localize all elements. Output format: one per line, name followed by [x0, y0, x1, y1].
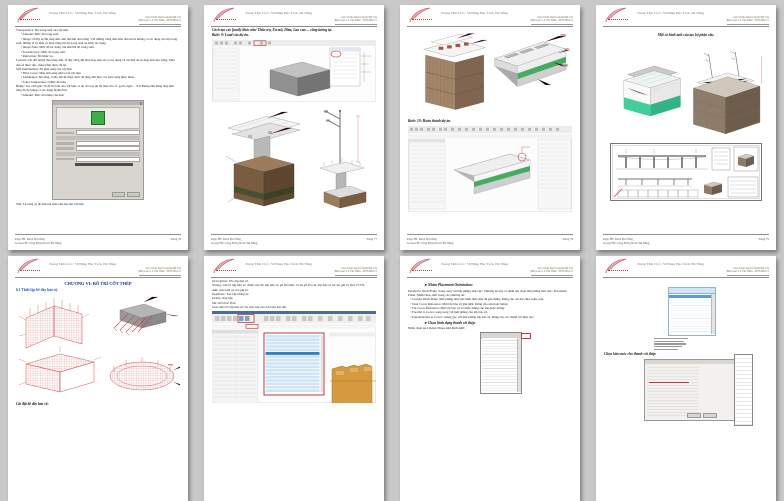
header-center-text: Trung Tâm CLC: 50 Đặng Hạc Trch, Đà Nẵng — [637, 262, 705, 266]
scrollbar — [517, 338, 521, 392]
placement-orientation-heading: ➤ Nhóm Placement Orientation: — [424, 283, 473, 287]
text-line: • Image Fade: Mức độ tác dụng của ảnh lên độ trong suốt. — [16, 45, 95, 50]
page-header — [407, 260, 573, 278]
page-header — [211, 9, 377, 27]
text-line: • Amount: Mức độ bump của ảnh. — [16, 92, 65, 97]
pdf-page-76[interactable] — [8, 5, 188, 250]
red-underline-mark — [649, 382, 689, 383]
shape-list-rows — [482, 338, 517, 392]
pier-soil-render — [684, 44, 766, 138]
page-content — [408, 279, 572, 484]
text-line: • Amount: Mức độ trong suốt. — [16, 32, 60, 37]
fine-print-lines — [654, 338, 768, 350]
abutment-render — [418, 28, 491, 116]
rebar-cover-settings-screenshot — [212, 311, 376, 403]
pdf-page-hook-selection[interactable] — [596, 256, 776, 501]
page-header — [407, 9, 573, 27]
pdf-page-placement-orientation[interactable] — [400, 256, 580, 501]
pdf-page-rebar-chapter[interactable] — [8, 256, 188, 501]
text-line: Delete: Xóa lớp. — [212, 296, 234, 301]
section-heading: 6.1 Thiết lập bề dày bảo vệ. — [16, 288, 58, 292]
page-footer: Page FB: Revit Đà Nẵng Group FB: Cộng Đồng Revit Đà Nẵng Trang 79 — [603, 234, 769, 245]
rebar-shape-dropdown-screenshot — [480, 332, 522, 394]
header-center-text: Trung Tâm CLC: 50 Đặng Hạc Trch, Đà Nẵng — [441, 11, 509, 15]
green-cube-swatch — [91, 111, 105, 125]
page-header — [603, 260, 769, 278]
selected-cover-row — [266, 352, 320, 355]
page-header — [603, 9, 769, 27]
pdf-page-79[interactable] — [596, 5, 776, 250]
text-line: Self Illumination: Tự phát sáng của vật liệu: — [16, 66, 73, 71]
step9-heading: Bước 9: Load vào dự án. — [212, 32, 249, 37]
cover-commands-text — [212, 279, 376, 309]
text-line: Parallel to Work Plane: Song song với mặt phẳng làm việc. Phương án này có thêm lựa chọn mặt phẳng làm việc: Placement Plane. Nhấn chọn, một trong các phương án: — [408, 288, 568, 298]
text-line: • Color Temperature: Nhiệt độ màu. — [16, 79, 67, 84]
type-properties-screenshot — [644, 359, 738, 421]
logo-x: X — [409, 269, 432, 274]
rebar-shape-table — [734, 354, 753, 426]
page-content — [16, 279, 180, 484]
dark-slider-bar — [75, 163, 133, 166]
dialog-buttons — [112, 192, 140, 198]
text-line: Add: Gán mới và cho giá trị. — [212, 287, 249, 292]
family-heading: Cách tạo các family khác như Thân trụ, Xà mũ, Dầm, Lan can… cũng tương tự. — [212, 28, 333, 32]
page-content — [604, 279, 768, 484]
page-footer: Page FB: Revit Đà Nẵng Group FB: Cộng Đồng Revit Đà Nẵng Trang 78 — [407, 234, 573, 245]
text-line: Description: Tên lớp bảo vệ. — [212, 279, 249, 283]
page-number: Trang 76 — [170, 237, 181, 242]
page-number: Trang 79 — [758, 237, 769, 242]
page-header — [15, 9, 181, 27]
header-right-text: Giáo Trình: Revit Chuyên Đề Cầu Biên soạn: Lê Văn Thêm - 0978.498.151 — [727, 16, 769, 25]
rebar-wireframe-figures — [16, 294, 180, 400]
pdf-page-78[interactable] — [400, 5, 580, 250]
hook-caption: Chọn kiểu móc cho thanh cốt thép: — [604, 352, 657, 357]
text-line: • Luminance: Độ sáng, ở đây liệt kê được mức độ tăng dần theo các kiểu sáng khác nhau. — [16, 75, 135, 80]
material-properties-text — [16, 28, 180, 97]
page-content — [212, 279, 376, 484]
header-right-text: Giáo Trình: Revit Chuyên Đề Cầu Biên soạn: Lê Văn Thêm - 0978.498.151 — [531, 16, 573, 25]
dialog-titlebar — [669, 288, 715, 294]
pier-cap-render — [224, 106, 304, 214]
rebar-shape-browser-screenshot — [668, 287, 716, 336]
property-rows — [647, 365, 699, 418]
page-footer: Page FB: Revit Đà Nẵng Group FB: Cộng Đồng Revit Đà Nẵng Trang 77 — [211, 234, 377, 245]
header-right-text: Giáo Trình: Revit Chuyên Đề Cầu Biên soạn: Lê Văn Thêm - 0978.498.151 — [531, 267, 573, 276]
header-center-text: Trung Tâm CLC: 50 Đặng Hạc Trch, Đà Nẵng — [637, 11, 705, 15]
page-content — [16, 28, 180, 233]
header-right-text: Giáo Trình: Revit Chuyên Đề Cầu Biên soạn: Lê Văn Thêm - 0978.498.151 — [335, 16, 377, 25]
text-line: • Perpendicular to Cover: vuông góc với mặt phẳng lớp bảo vệ. Dùng cho các thanh cốt thép dọc. — [408, 314, 535, 319]
page-header — [211, 260, 377, 278]
logo-x: X — [409, 18, 432, 23]
text-line: Giao diện 05 lớp bảo vệ cho một mặt cầu mô hình bôi sẵn: — [212, 304, 288, 309]
page-content — [408, 28, 572, 233]
logo-x: X — [17, 269, 40, 274]
text-line: • Image: Ở đây sẽ đặt map ảnh, nên đặt ảnh đen trắng. Với những vùng ảnh màu đen thì sẽ không có tác dụng của độ trong suốt, những vị trí màu có màu trắng thì độ trong suốt sẽ được tác dụng. — [16, 36, 178, 45]
cover-settings-caption: Cài đặt bề dày bảo vệ: — [16, 402, 49, 406]
dialog-titlebar — [645, 360, 737, 364]
dialog-titlebar — [53, 101, 143, 105]
light-pole-render — [306, 106, 368, 214]
text-line: • Far Cover Reference: Mặt lớp bảo vệ xa nhất. Dùng cho sàn hoặc tường. — [408, 306, 505, 311]
logo-x: X — [605, 18, 628, 23]
logo-x: X — [213, 18, 236, 23]
text-line: Setting: Giá trị lớp bảo vệ. Nhấn vào tên lớp bảo vệ, gõ tên khác. Ví dụ gõ tên các lớp bảo vệ và cho giá trị theo TCVN. — [212, 283, 365, 288]
text-line: • Filter Color: Màu ánh sáng phát ra từ vật liệu. — [16, 71, 82, 76]
header-center-text: Trung Tâm CLC: 50 Đặng Hạc Trch, Đà Nẵng — [245, 262, 313, 266]
header-right-text: Giáo Trình: Revit Chuyên Đề Cầu Biên soạn: Lê Văn Thêm - 0978.498.151 — [139, 267, 181, 276]
scrollbar — [711, 294, 715, 334]
dialog-buttons — [687, 413, 717, 419]
material-preview — [56, 107, 140, 129]
page-footer: Page FB: Revit Đà Nẵng Group FB: Cộng Đồng Revit Đà Nẵng Trang 76 — [15, 234, 181, 245]
header-center-text: Trung Tâm CLC: 50 Đặng Hạc Trch, Đà Nẵng — [49, 262, 117, 266]
revit-finished-project-screenshot — [408, 126, 572, 212]
page-content — [604, 28, 768, 233]
text-line: • Translucency: Mức độ trong suốt. — [16, 49, 66, 54]
step10-heading: Bước 10: Hoàn thành dự án. — [408, 119, 452, 123]
oval-cage — [110, 357, 180, 390]
logo-x: X — [17, 18, 40, 23]
header-center-text: Trung Tâm CLC: 50 Đặng Hạc Trch, Đà Nẵng — [245, 11, 313, 15]
box-cage — [19, 346, 101, 392]
red-highlight-box — [521, 333, 531, 339]
text-line: Duplicate: Tạo lớp tương tự. — [212, 291, 249, 296]
pdf-page-cover-settings[interactable] — [204, 256, 384, 501]
corner-wall-cage — [19, 298, 89, 348]
deck-segment-render — [618, 44, 684, 126]
logo-x: X — [213, 269, 236, 274]
pdf-page-77[interactable] — [204, 5, 384, 250]
header-center-text: Trung Tâm CLC: 50 Đặng Hạc Trch, Đà Nẵng — [49, 11, 117, 15]
page-header — [15, 260, 181, 278]
revit-load-project-screenshot — [212, 40, 376, 102]
material-editor-screenshot — [52, 100, 144, 200]
text-line: • Current Work Plane: Mặt phẳng làm việc hiện thời (nếu đã gán định). Dùng cho cốt đai chịu xoắn, uốn. — [408, 297, 544, 302]
text-line: • Near Cover Reference: Mặt lớp bảo vệ gần nhất. Dùng cho sàn hoặc móng. — [408, 301, 509, 306]
page-number: Trang 78 — [562, 237, 573, 242]
bridge-drawing-sheet — [610, 143, 762, 201]
text-line: Cutouts: Cắt đối tượng theo map ảnh. Ở đây cũng đặt một map ảnh, sẽ có tác dụng về vật liệu đó sẽ map ảnh đen trắng. Màu đen sẽ được đục, màu trắng được để lại. — [16, 58, 176, 67]
text-line: • Refraction: Độ khúc xạ. — [16, 53, 54, 58]
header-right-text: Giáo Trình: Revit Chuyên Đề Cầu Biên soạn: Lê Văn Thêm - 0978.498.151 — [335, 267, 377, 276]
shape-list-rows — [670, 298, 711, 334]
text-line: OK: Kết thúc lệnh. — [212, 300, 237, 305]
text-line: Bump: Tạo cảm giác về độ lồi lõm cho vật liệu, ví dụ cho tạo độ lồi lõm cho cỏ, gạch, ngói… Với Bump nên dùng map ảnh tông độ để bump có tác dụng mạnh hơn. — [16, 84, 175, 93]
header-right-text: Giáo Trình: Revit Chuyên Đề Cầu Biên soạn: Lê Văn Thêm - 0978.498.151 — [727, 267, 769, 276]
chapter-title: CHƯƠNG VI: BỐ TRÍ CỐT THÉP — [64, 281, 132, 286]
text-line: • Parallel to Cover: song song với mặt phẳng của lớp bảo vệ. — [408, 310, 488, 315]
header-center-text: Trung Tâm CLC: 50 Đặng Hạc Trch, Đà Nẵng — [441, 262, 509, 266]
page-content — [212, 28, 376, 233]
girder-render — [491, 28, 570, 108]
rebar-shape-instruction: Nhấn chọn tại ô Rebar Shape như hình dưới: — [408, 325, 466, 330]
placement-options-text — [408, 289, 572, 319]
embed-anchor-detail — [114, 297, 178, 335]
text-line: Transparency: Độ trong suốt của vật liệu. — [16, 28, 69, 32]
rebar-shape-heading: ➤ Chọn hình dạng thanh cốt thép: — [424, 321, 476, 326]
tint-caption: Tint: Là công cụ để làm nổi màu chủ đạo lên vật liệu. — [16, 202, 85, 206]
header-right-text: Giáo Trình: Revit Chuyên Đề Cầu Biên soạn: Lê Văn Thêm - 0978.498.151 — [139, 16, 181, 25]
bridge-images-title: Một số hình ảnh của tạo bộ phận cầu. — [657, 33, 715, 37]
logo-x: X — [605, 269, 628, 274]
page-number: Trang 77 — [366, 237, 377, 242]
